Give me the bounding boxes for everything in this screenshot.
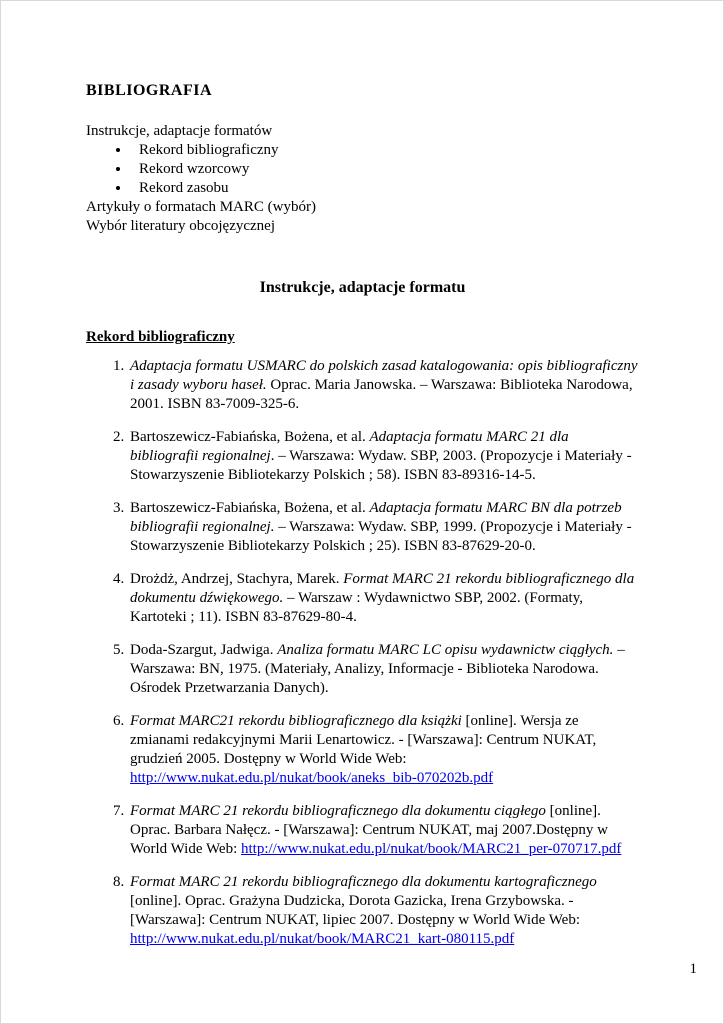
entry-text: [online]. Wersja ze zmianami redakcyjnymi Marii Lenartowicz. - [Warszawa]: Centrum NUKAT, grudzień 2005. Dostępny w World Wide Web: xyxy=(130,713,597,767)
entry-text: [online]. Oprac. Grażyna Dudzicka, Dorota Gazicka, Irena Grzybowska. - [Warszawa]: Centrum NUKAT, lipiec 2007. Dostępny w World Wide Web: xyxy=(130,893,580,928)
bibliography-list xyxy=(86,357,639,949)
section-heading: Instrukcje, adaptacje formatu xyxy=(259,279,466,296)
bibliography-entry xyxy=(128,873,639,949)
entry-text: Drożdż, Andrzej, Stachyra, Marek. xyxy=(130,571,344,587)
subsection-heading: Rekord bibliograficzny xyxy=(86,329,235,345)
entry-title: Adaptacja formatu MARC BN dla potrzeb bibliografii regionalnej. xyxy=(130,500,622,535)
toc-intro: Instrukcje, adaptacje formatów xyxy=(86,123,273,139)
entry-title: Format MARC 21 rekordu bibliograficznego dla dokumentu ciągłego xyxy=(130,803,546,819)
page-title: BIBLIOGRAFIA xyxy=(86,82,213,99)
entry-text: – Warszawa: Wydaw. SBP, 1999. (Propozycje i Materiały - Stowarzyszenie Bibliotekarzy Polskich ; 25). ISBN 83-87629-20-0. xyxy=(130,519,632,554)
bibliography-entry xyxy=(128,570,639,627)
bibliography-entry xyxy=(128,428,639,485)
entry-text: Oprac. Maria Janowska. – Warszawa: Biblioteka Narodowa, 2001. ISBN 83-7009-325-6. xyxy=(130,377,633,412)
bibliography-entry xyxy=(128,641,639,698)
toc-bullet-list xyxy=(86,141,639,198)
bibliography-entry xyxy=(128,712,639,788)
entry-title: Format MARC 21 rekordu bibliograficznego dla dokumentu kartograficznego xyxy=(130,874,597,890)
entry-title: Format MARC21 rekordu bibliograficznego dla książki xyxy=(130,713,462,729)
bibliography-entry xyxy=(128,802,639,859)
toc-line-artykuly: Artykuły o formatach MARC (wybór) xyxy=(86,199,316,215)
entry-text: Doda-Szargut, Jadwiga. xyxy=(130,642,278,658)
page-number: 1 xyxy=(689,961,697,977)
entry-title: Adaptacja formatu USMARC do polskich zasad katalogowania: opis bibliograficzny i zasady wyboru haseł. xyxy=(130,358,638,393)
hyperlink[interactable]: http://www.nukat.edu.pl/nukat/book/aneks_bib-070202b.pdf xyxy=(130,770,494,786)
entry-title: Adaptacja formatu MARC 21 dla bibliografii regionalnej xyxy=(130,429,569,464)
toc-bullet-item: • Rekord zasobu xyxy=(131,179,639,198)
entry-text: Bartoszewicz-Fabiańska, Bożena, et al. xyxy=(130,429,370,445)
hyperlink[interactable]: http://www.nukat.edu.pl/nukat/book/MARC21_per-070717.pdf xyxy=(241,841,622,857)
hyperlink[interactable]: http://www.nukat.edu.pl/nukat/book/MARC21_kart-080115.pdf xyxy=(130,931,515,947)
toc-bullet-item: • Rekord wzorcowy xyxy=(131,160,639,179)
entry-text: [online]. Oprac. Barbara Nałęcz. - [Warszawa]: Centrum NUKAT, maj 2007.Dostępny w World Wide Web: xyxy=(130,803,608,857)
entry-title: Analiza formatu MARC LC opisu wydawnictw ciągłych. xyxy=(277,642,614,658)
entry-text: – Warszawa: BN, 1975. (Materiały, Analizy, Informacje - Biblioteka Narodowa. Ośrodek Przetwarzania Danych). xyxy=(130,642,625,696)
entry-title: Format MARC 21 rekordu bibliograficznego dla dokumentu dźwiękowego. xyxy=(130,571,635,606)
entry-text: – Warszaw : Wydawnictwo SBP, 2002. (Formaty, Kartoteki ; 11). ISBN 83-87629-80-4. xyxy=(130,590,583,625)
bibliography-entry xyxy=(128,499,639,556)
bibliography-entry xyxy=(128,357,639,414)
toc-bullet-item: • Rekord bibliograficzny xyxy=(131,141,639,160)
entry-text: . – Warszawa: Wydaw. SBP, 2003. (Propozycje i Materiały - Stowarzyszenie Bibliotekarzy Polskich ; 58). ISBN 83-89316-14-5. xyxy=(130,448,632,483)
toc-line-wybor: Wybór literatury obcojęzycznej xyxy=(86,218,276,234)
entry-text: Bartoszewicz-Fabiańska, Bożena, et al. xyxy=(130,500,370,516)
